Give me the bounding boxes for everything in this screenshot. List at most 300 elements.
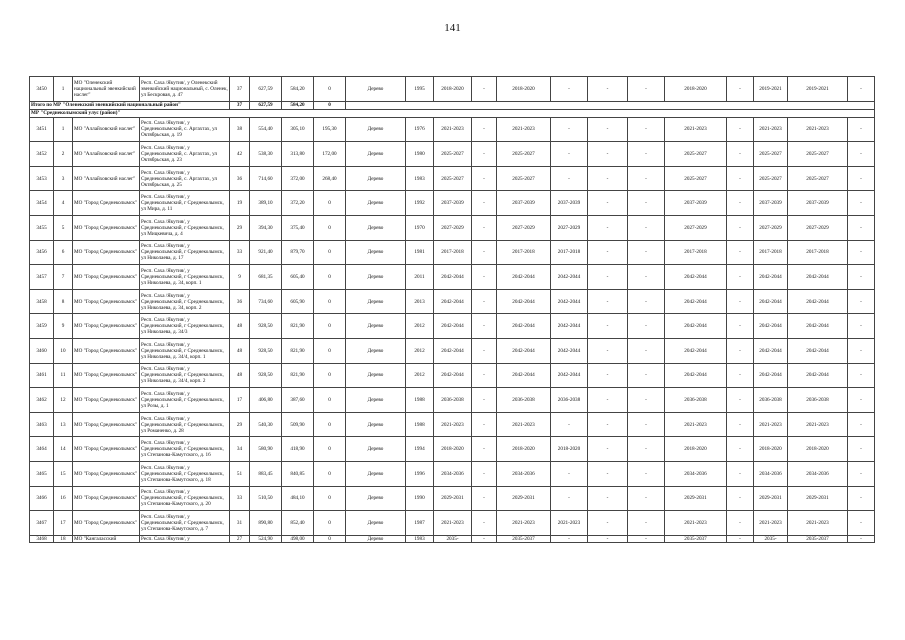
table-cell: - bbox=[472, 314, 497, 339]
table-cell: Дерево bbox=[346, 338, 406, 363]
table-cell: Респ. Саха /Якутия/, у Среднеколымский, г Среднеколымск, ул Мицкевича, д. 4 bbox=[140, 215, 230, 240]
table-cell: 1 bbox=[54, 77, 73, 102]
table-cell: 2018-2020 bbox=[434, 437, 472, 462]
table-cell: 2042-2044 bbox=[434, 338, 472, 363]
table-cell: - bbox=[551, 142, 588, 167]
table-cell: 18 bbox=[54, 535, 73, 542]
table-cell: Дерево bbox=[346, 265, 406, 290]
table-cell: - bbox=[727, 265, 754, 290]
table-cell: 2042-2044 bbox=[788, 338, 848, 363]
table-cell: 11 bbox=[54, 363, 73, 388]
table-cell: 3467 bbox=[30, 511, 54, 536]
table-cell: МО "Город Среднеколымск" bbox=[73, 191, 140, 216]
table-cell: МО "Город Среднеколымск" bbox=[73, 412, 140, 437]
table-cell: Дерево bbox=[346, 215, 406, 240]
table-cell: 5 bbox=[54, 215, 73, 240]
table-cell: - bbox=[628, 314, 665, 339]
table-cell: 1981 bbox=[406, 240, 434, 265]
table-cell: - bbox=[588, 142, 628, 167]
table-cell: 2027-2029 bbox=[754, 215, 788, 240]
table-cell: 2013 bbox=[406, 289, 434, 314]
table-cell: - bbox=[628, 437, 665, 462]
table-cell: - bbox=[472, 117, 497, 142]
table-cell: 3459 bbox=[30, 314, 54, 339]
table-cell: 2036-2038 bbox=[551, 388, 588, 413]
table-cell: - bbox=[472, 240, 497, 265]
table-cell: - bbox=[628, 166, 665, 191]
table-cell: 890,80 bbox=[250, 511, 282, 536]
table-cell: 2021-2023 bbox=[434, 412, 472, 437]
table-row bbox=[30, 77, 875, 102]
table-cell: МО "Город Среднеколымск" bbox=[73, 289, 140, 314]
table-cell: 2021-2023 bbox=[754, 412, 788, 437]
table-row bbox=[30, 437, 875, 462]
table-cell: 2017-2018 bbox=[497, 240, 551, 265]
table-cell: 538,30 bbox=[250, 142, 282, 167]
table-cell: 2042-2044 bbox=[551, 289, 588, 314]
table-cell: - bbox=[848, 240, 875, 265]
table-cell: 2029-2031 bbox=[665, 486, 727, 511]
table-cell: 2021-2023 bbox=[497, 511, 551, 536]
table-cell: 3 bbox=[54, 166, 73, 191]
table-cell: 1988 bbox=[406, 412, 434, 437]
table-cell: 2042-2044 bbox=[551, 363, 588, 388]
table-cell: 2042-2044 bbox=[665, 265, 727, 290]
table-cell: - bbox=[727, 437, 754, 462]
table-cell: 2034-2036 bbox=[434, 461, 472, 486]
table-cell: 2042-2044 bbox=[788, 363, 848, 388]
table-cell: 4 bbox=[54, 191, 73, 216]
table-cell: МО "Кангаласский bbox=[73, 535, 140, 542]
table-cell: 510,50 bbox=[250, 486, 282, 511]
table-cell: - bbox=[848, 363, 875, 388]
table-cell: 2035- bbox=[754, 535, 788, 542]
table-cell: 2 bbox=[54, 142, 73, 167]
table-cell: - bbox=[727, 511, 754, 536]
total-label: Итого по МР "Оленекский эвенкийский национальный район" bbox=[30, 101, 230, 109]
table-cell: Дерево bbox=[346, 166, 406, 191]
total-value: 37 bbox=[230, 101, 250, 109]
table-cell: - bbox=[472, 338, 497, 363]
table-row bbox=[30, 191, 875, 216]
table-cell: 2042-2044 bbox=[665, 338, 727, 363]
table-cell: 879,70 bbox=[282, 240, 314, 265]
table-cell: 714,60 bbox=[250, 166, 282, 191]
table-cell: - bbox=[588, 77, 628, 102]
table-cell: 34 bbox=[230, 437, 250, 462]
table-cell: - bbox=[551, 117, 588, 142]
table-cell: 0 bbox=[314, 240, 346, 265]
table-cell: 51 bbox=[230, 461, 250, 486]
table-cell: 3455 bbox=[30, 215, 54, 240]
table-body bbox=[30, 77, 875, 543]
table-cell: 0 bbox=[314, 363, 346, 388]
table-cell: 3463 bbox=[30, 412, 54, 437]
table-cell: 2017-2018 bbox=[665, 240, 727, 265]
table-cell: - bbox=[472, 191, 497, 216]
table-cell: 17 bbox=[230, 388, 250, 413]
table-cell: 195,30 bbox=[314, 117, 346, 142]
table-cell: - bbox=[628, 363, 665, 388]
table-cell: - bbox=[727, 191, 754, 216]
table-cell: 2021-2023 bbox=[754, 511, 788, 536]
table-cell: 6 bbox=[54, 240, 73, 265]
table-cell: 313,80 bbox=[282, 142, 314, 167]
table-cell: 2042-2044 bbox=[754, 265, 788, 290]
table-cell: 2037-2039 bbox=[754, 191, 788, 216]
table-cell: 2042-2044 bbox=[754, 314, 788, 339]
table-cell: 372,20 bbox=[282, 191, 314, 216]
table-cell: 2017-2018 bbox=[551, 240, 588, 265]
table-cell: 2037-2039 bbox=[788, 191, 848, 216]
table-cell: 2018-2020 bbox=[665, 437, 727, 462]
table-cell: 2012 bbox=[406, 363, 434, 388]
table-cell: - bbox=[588, 314, 628, 339]
table-cell: 2042-2044 bbox=[754, 363, 788, 388]
table-cell: 852,40 bbox=[282, 511, 314, 536]
table-cell: 605,90 bbox=[282, 289, 314, 314]
table-row bbox=[30, 412, 875, 437]
table-cell: 928,50 bbox=[250, 338, 282, 363]
table-cell: 2021-2023 bbox=[665, 117, 727, 142]
table-cell: - bbox=[628, 461, 665, 486]
table-cell: - bbox=[628, 388, 665, 413]
table-cell: 821,90 bbox=[282, 314, 314, 339]
table-cell: - bbox=[848, 412, 875, 437]
table-cell: 2021-2023 bbox=[497, 412, 551, 437]
table-cell: - bbox=[848, 437, 875, 462]
table-cell: 2042-2044 bbox=[665, 289, 727, 314]
table-row bbox=[30, 338, 875, 363]
table-cell: МО "Аллайховский наслег" bbox=[73, 117, 140, 142]
table-cell: 8 bbox=[54, 289, 73, 314]
table-cell: 2012 bbox=[406, 314, 434, 339]
table-cell: - bbox=[727, 240, 754, 265]
table-cell: - bbox=[848, 535, 875, 542]
table-cell: 0 bbox=[314, 535, 346, 542]
table-cell: - bbox=[848, 388, 875, 413]
table-cell: 3461 bbox=[30, 363, 54, 388]
table-cell: - bbox=[848, 215, 875, 240]
table-cell: 554,40 bbox=[250, 117, 282, 142]
table-cell: - bbox=[727, 363, 754, 388]
table-cell: - bbox=[472, 215, 497, 240]
table-cell: - bbox=[551, 535, 588, 542]
table-cell: 2037-2039 bbox=[551, 191, 588, 216]
table-cell: 36 bbox=[230, 289, 250, 314]
table-cell: - bbox=[472, 289, 497, 314]
table-cell: МО "Город Среднеколымск" bbox=[73, 486, 140, 511]
table-cell: 2025-2027 bbox=[434, 142, 472, 167]
table-cell: 2025-2027 bbox=[434, 166, 472, 191]
table-cell: 584,20 bbox=[282, 77, 314, 102]
table-cell: - bbox=[727, 412, 754, 437]
table-cell: - bbox=[628, 240, 665, 265]
table-cell: - bbox=[727, 461, 754, 486]
table-cell: 2021-2023 bbox=[497, 117, 551, 142]
table-cell: 928,50 bbox=[250, 363, 282, 388]
table-cell: 36 bbox=[230, 166, 250, 191]
table-cell: Дерево bbox=[346, 240, 406, 265]
table-cell: 2036-2038 bbox=[788, 388, 848, 413]
table-cell: 2042-2044 bbox=[788, 265, 848, 290]
table-cell: - bbox=[848, 289, 875, 314]
table-cell: - bbox=[848, 166, 875, 191]
table-cell: 1995 bbox=[406, 77, 434, 102]
total-row bbox=[30, 101, 875, 109]
table-row bbox=[30, 117, 875, 142]
table-cell: 2017-2018 bbox=[788, 240, 848, 265]
table-cell: Дерево bbox=[346, 388, 406, 413]
table-cell: 17 bbox=[54, 511, 73, 536]
table-cell: 2042-2044 bbox=[551, 338, 588, 363]
table-row bbox=[30, 486, 875, 511]
table-cell: 2025-2027 bbox=[754, 166, 788, 191]
table-cell: Дерево bbox=[346, 191, 406, 216]
table-cell: 33 bbox=[230, 486, 250, 511]
table-cell: 3460 bbox=[30, 338, 54, 363]
table-cell: МО "Город Среднеколымск" bbox=[73, 338, 140, 363]
table-cell: Респ. Саха /Якутия/, у Среднеколымский, г Среднеколымск, ул Степанова-Камутского, д. 20 bbox=[140, 486, 230, 511]
table-cell: 2037-2039 bbox=[434, 191, 472, 216]
table-cell: 2042-2044 bbox=[434, 314, 472, 339]
total-value: 584,20 bbox=[282, 101, 314, 109]
table-cell: 2034-2036 bbox=[754, 461, 788, 486]
table-cell: 33 bbox=[230, 240, 250, 265]
table-cell: 2042-2044 bbox=[497, 265, 551, 290]
table-cell: 1996 bbox=[406, 461, 434, 486]
table-cell: 3452 bbox=[30, 142, 54, 167]
table-cell: 2025-2027 bbox=[788, 166, 848, 191]
table-cell: 2027-2029 bbox=[497, 215, 551, 240]
table-cell: 2042-2044 bbox=[434, 265, 472, 290]
table-cell: 2018-2020 bbox=[497, 77, 551, 102]
table-cell: 0 bbox=[314, 265, 346, 290]
table-cell: Респ. Саха /Якутия/, у Среднеколымский, г Среднеколымск, ул Николаева, д. 34, корп. 2 bbox=[140, 289, 230, 314]
table-cell: - bbox=[588, 511, 628, 536]
table-cell: 38 bbox=[230, 117, 250, 142]
table-cell: - bbox=[588, 486, 628, 511]
table-cell: 2042-2044 bbox=[497, 289, 551, 314]
table-cell: Респ. Саха /Якутия/, у Среднеколымский, с. Аргахтах, ул Октябрьская, д. 23 bbox=[140, 142, 230, 167]
table-row bbox=[30, 363, 875, 388]
table-row bbox=[30, 314, 875, 339]
table-cell: 2027-2029 bbox=[434, 215, 472, 240]
table-cell: - bbox=[727, 166, 754, 191]
table-cell: - bbox=[588, 363, 628, 388]
table-row bbox=[30, 240, 875, 265]
table-cell: Дерево bbox=[346, 486, 406, 511]
table-cell: 268,40 bbox=[314, 166, 346, 191]
table-row bbox=[30, 215, 875, 240]
table-cell: - bbox=[848, 314, 875, 339]
table-cell: - bbox=[588, 191, 628, 216]
table-cell: - bbox=[628, 289, 665, 314]
table-cell: 540,30 bbox=[250, 412, 282, 437]
table-cell: 19 bbox=[230, 191, 250, 216]
table-cell: Респ. Саха /Якутия/, у Среднеколымский, с. Аргахтах, ул Октябрьская, д. 25 bbox=[140, 166, 230, 191]
table-cell: 2021-2023 bbox=[665, 511, 727, 536]
table-cell: 484,10 bbox=[282, 486, 314, 511]
table-cell: 2025-2027 bbox=[754, 142, 788, 167]
table-cell: 2018-2020 bbox=[754, 437, 788, 462]
table-cell: 2042-2044 bbox=[434, 289, 472, 314]
table-cell: 172,00 bbox=[314, 142, 346, 167]
table-cell: 2042-2044 bbox=[497, 338, 551, 363]
table-cell: 2029-2031 bbox=[434, 486, 472, 511]
table-cell: 1988 bbox=[406, 388, 434, 413]
table-cell: 3457 bbox=[30, 265, 54, 290]
table-cell: - bbox=[588, 338, 628, 363]
table-cell: 1976 bbox=[406, 117, 434, 142]
table-cell: Дерево bbox=[346, 363, 406, 388]
table-row bbox=[30, 265, 875, 290]
table-cell: - bbox=[628, 117, 665, 142]
table-cell: 2018-2020 bbox=[665, 77, 727, 102]
total-empty bbox=[346, 101, 875, 109]
table-cell: - bbox=[727, 142, 754, 167]
table-cell: Дерево bbox=[346, 289, 406, 314]
table-cell: 627,59 bbox=[250, 77, 282, 102]
table-cell: 406,80 bbox=[250, 388, 282, 413]
table-cell: - bbox=[848, 77, 875, 102]
table-cell: 3465 bbox=[30, 461, 54, 486]
table-cell: - bbox=[628, 511, 665, 536]
table-cell: 2036-2038 bbox=[497, 388, 551, 413]
table-cell: 2017-2018 bbox=[754, 240, 788, 265]
table-cell: 2017-2018 bbox=[434, 240, 472, 265]
table-cell: МО "Город Среднеколымск" bbox=[73, 388, 140, 413]
table-cell: 509,90 bbox=[282, 412, 314, 437]
table-cell: МО "Город Среднеколымск" bbox=[73, 314, 140, 339]
table-cell: - bbox=[848, 142, 875, 167]
table-cell: МО "Город Среднеколымск" bbox=[73, 363, 140, 388]
table-cell: 1990 bbox=[406, 486, 434, 511]
table-cell: 27 bbox=[230, 535, 250, 542]
table-cell: - bbox=[727, 117, 754, 142]
table-cell: 3451 bbox=[30, 117, 54, 142]
table-cell: 2025-2027 bbox=[497, 142, 551, 167]
table-cell: - bbox=[472, 265, 497, 290]
table-cell: 12 bbox=[54, 388, 73, 413]
table-cell: - bbox=[628, 191, 665, 216]
table-row bbox=[30, 289, 875, 314]
table-cell: - bbox=[551, 486, 588, 511]
page-number: 141 bbox=[444, 22, 461, 34]
table-cell: 389,10 bbox=[250, 191, 282, 216]
table-cell: - bbox=[848, 117, 875, 142]
table-cell: 2042-2044 bbox=[788, 289, 848, 314]
table-cell: 48 bbox=[230, 363, 250, 388]
table-cell: 734,60 bbox=[250, 289, 282, 314]
table-cell: Дерево bbox=[346, 461, 406, 486]
table-cell: - bbox=[848, 486, 875, 511]
table-cell: Респ. Саха /Якутия/, у Среднеколымский, г Среднеколымск, ул Николаева, д. 34, корп. 1 bbox=[140, 265, 230, 290]
table-cell: 305,10 bbox=[282, 117, 314, 142]
table-row bbox=[30, 535, 875, 542]
table-cell: Дерево bbox=[346, 437, 406, 462]
table-cell: 1983 bbox=[406, 535, 434, 542]
table-cell: 2035-2037 bbox=[788, 535, 848, 542]
table-cell: 3468 bbox=[30, 535, 54, 542]
table-cell: 14 bbox=[54, 437, 73, 462]
table-cell: - bbox=[588, 412, 628, 437]
table-cell: - bbox=[628, 265, 665, 290]
table-cell: Респ. Саха /Якутия/, у bbox=[140, 535, 230, 542]
table-cell: 1994 bbox=[406, 437, 434, 462]
table-cell: 0 bbox=[314, 338, 346, 363]
table-cell: 3458 bbox=[30, 289, 54, 314]
table-cell: 2042-2044 bbox=[665, 363, 727, 388]
table-cell: - bbox=[727, 388, 754, 413]
table-cell: 0 bbox=[314, 191, 346, 216]
table-cell: - bbox=[628, 535, 665, 542]
table-cell: МО "Город Среднеколымск" bbox=[73, 511, 140, 536]
table-cell: 3464 bbox=[30, 437, 54, 462]
table-cell: 2021-2023 bbox=[754, 117, 788, 142]
table-cell: - bbox=[551, 166, 588, 191]
table-cell: - bbox=[588, 166, 628, 191]
table-cell: - bbox=[727, 314, 754, 339]
table-cell: - bbox=[628, 142, 665, 167]
table-cell: 1992 bbox=[406, 191, 434, 216]
table-cell: 2042-2044 bbox=[788, 314, 848, 339]
table-cell: 2042-2044 bbox=[551, 314, 588, 339]
table-cell: 524,90 bbox=[250, 535, 282, 542]
table-cell: Респ. Саха /Якутия/, у Оленекский эвенкийский национальный, с. Оленек, ул Бескровая, д. 47 bbox=[140, 77, 230, 102]
table-cell: МО "Город Среднеколымск" bbox=[73, 461, 140, 486]
table-cell: 2029-2031 bbox=[788, 486, 848, 511]
table-cell: 0 bbox=[314, 461, 346, 486]
table-cell: 2021-2023 bbox=[551, 511, 588, 536]
table-cell: 2018-2020 bbox=[788, 437, 848, 462]
table-cell: 821,90 bbox=[282, 338, 314, 363]
table-cell: Респ. Саха /Якутия/, у Среднеколымский, г Среднеколымск, ул Николаева, д. 17 bbox=[140, 240, 230, 265]
table-cell: - bbox=[628, 77, 665, 102]
table-cell: - bbox=[628, 412, 665, 437]
table-cell: 31 bbox=[230, 511, 250, 536]
table-cell: 3466 bbox=[30, 486, 54, 511]
table-cell: 0 bbox=[314, 511, 346, 536]
table-cell: 2021-2023 bbox=[665, 412, 727, 437]
table-cell: 2029-2031 bbox=[497, 486, 551, 511]
table-cell: 821,90 bbox=[282, 363, 314, 388]
table-cell: 29 bbox=[230, 215, 250, 240]
table-cell: 15 bbox=[54, 461, 73, 486]
table-cell: - bbox=[472, 511, 497, 536]
table-cell: Респ. Саха /Якутия/, у Среднеколымский, г Среднеколымск, ул Розы, д. 1 bbox=[140, 388, 230, 413]
table-cell: 42 bbox=[230, 142, 250, 167]
table-cell: - bbox=[551, 77, 588, 102]
table-cell: МО "Оленекский национальный эвенкийский наслег" bbox=[73, 77, 140, 102]
table-cell: 13 bbox=[54, 412, 73, 437]
table-cell: Дерево bbox=[346, 117, 406, 142]
table-cell: - bbox=[472, 142, 497, 167]
table-row bbox=[30, 511, 875, 536]
table-cell: - bbox=[472, 363, 497, 388]
housing-registry-table bbox=[29, 76, 875, 543]
table-cell: - bbox=[472, 412, 497, 437]
table-cell: 418,90 bbox=[282, 437, 314, 462]
table-cell: 2042-2044 bbox=[754, 338, 788, 363]
table-cell: 2036-2038 bbox=[665, 388, 727, 413]
table-cell: 2011 bbox=[406, 265, 434, 290]
table-cell: 9 bbox=[230, 265, 250, 290]
table-cell: 2025-2027 bbox=[665, 142, 727, 167]
total-value: 0 bbox=[314, 101, 346, 109]
table-cell: Дерево bbox=[346, 535, 406, 542]
table-cell: 2012 bbox=[406, 338, 434, 363]
